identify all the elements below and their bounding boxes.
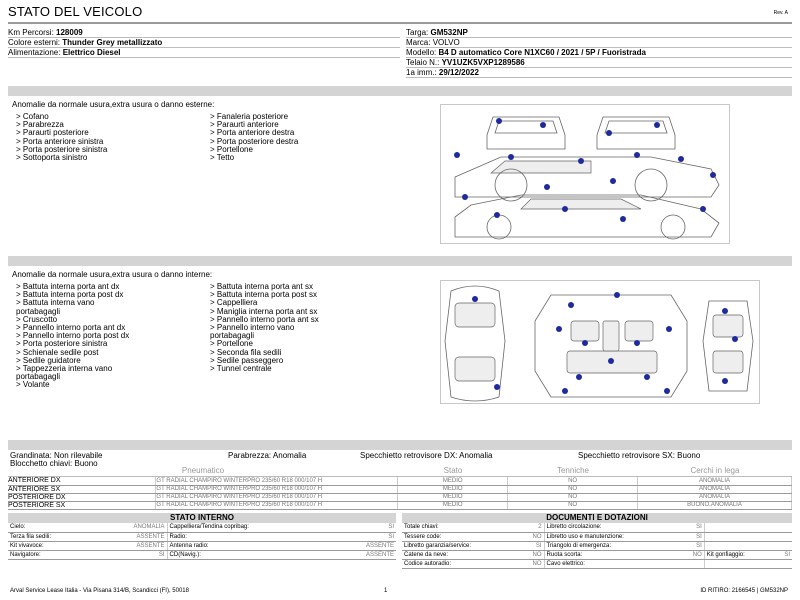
section-divider-bar <box>8 440 792 450</box>
table-row: POSTERIORE DX GT RADIAL CHAMPIRO WINTERPRO 235/60 R18 000/107 H MEDIO NO ANOMALIA <box>8 493 792 501</box>
documents-panel <box>402 513 792 569</box>
interior-list-col2 <box>210 283 319 373</box>
interior-car-diagram <box>440 280 760 404</box>
table-row: Totale chiavi: 2 Libretto circolazione: SI <box>402 523 792 532</box>
exterior-item: > Fanaleria posteriore <box>210 112 289 121</box>
car-wheel <box>635 169 667 201</box>
interior-item: > Maniglia interna porta ant sx <box>210 306 318 316</box>
key-block-status: Blocchetto chiavi: Buono <box>10 459 98 468</box>
table-row: Catene da neve: NO Ruota scorta: NO Kit gonfiaggio: SI <box>404 551 790 558</box>
car-roof-panel <box>455 357 495 381</box>
damage-marker <box>722 308 728 314</box>
car-trunk-panel <box>713 315 743 337</box>
interior-item: > Porta posteriore sinistra <box>16 339 108 349</box>
title-divider <box>8 22 792 24</box>
interior-item: > Tunnel centrale <box>210 364 272 374</box>
exterior-car-diagram <box>440 104 730 244</box>
interior-item: > Battuta interna porta ant dx <box>16 282 120 291</box>
car-side-top-window <box>491 161 591 173</box>
damage-marker <box>666 326 672 332</box>
car-trunk-panel <box>713 351 743 373</box>
color-row: Colore esterni: Thunder Grey metallizzato <box>8 38 400 48</box>
exterior-item: > Paraurti anteriore <box>210 120 279 130</box>
tyres-rows <box>8 477 792 510</box>
exterior-heading: Anomalie da normale usura,extra usura o danno esterne: <box>12 100 215 109</box>
damage-marker <box>732 336 738 342</box>
interior-item: > Pannello interno vano <box>210 323 295 333</box>
car-wheel <box>661 215 685 239</box>
car-front-windshield <box>495 121 557 133</box>
damage-marker <box>496 118 502 124</box>
vehicle-info-left <box>8 28 400 58</box>
interior-item: > Schienale sedile post <box>16 347 99 357</box>
documents-table <box>402 523 792 569</box>
damage-marker <box>634 340 640 346</box>
internal-state-table <box>8 523 396 560</box>
car-wheel <box>495 169 527 201</box>
brand-row: Marca: VOLVO <box>406 38 792 48</box>
exterior-item: > Tetto <box>210 153 235 163</box>
interior-item: > Sedile passeggero <box>210 355 284 365</box>
interior-item: > Pannello interno porta post dx <box>16 331 130 341</box>
interior-item: > Sedile guidatore <box>16 355 81 365</box>
col-stato: Stato <box>398 466 508 476</box>
front-seat <box>625 321 653 341</box>
windshield-status: Parabrezza: Anomalia <box>228 451 307 460</box>
interior-item: > Battuta interna porta ant sx <box>210 282 313 291</box>
table-row: Tessere code: NO Libretto uso e manutenzione: SI <box>402 532 792 541</box>
model-row: Modello: B4 D automatico Core N1XC60 / 2021 / 5P / Fuoristrada <box>406 48 792 58</box>
interior-item: > Battuta interna porta post sx <box>210 290 317 300</box>
table-row: Libretto garanzia/service: SI Triangolo di emergenza: SI <box>402 541 792 550</box>
damage-marker <box>462 194 468 200</box>
damage-marker <box>700 206 706 212</box>
hail-status: Grandinata: Non rilevabile <box>10 451 103 460</box>
km-row: Km Percorsi: 128009 <box>8 28 400 38</box>
section-divider-bar <box>8 86 792 96</box>
interior-item: > Pannello interno porta ant dx <box>16 323 126 333</box>
interior-item: portabagagli <box>16 372 61 382</box>
interior-item: > Battuta interna porta post dx <box>16 290 124 300</box>
center-tunnel <box>603 321 619 351</box>
table-row: Codice autoradio: NO Cavo elettrico: <box>402 559 792 568</box>
vehicle-info-right <box>406 28 792 78</box>
col-pneumatico: Pneumatico <box>8 466 398 476</box>
footer-reference: ID RITIRO: 2166545 | GM532NP <box>700 588 788 594</box>
damage-marker <box>614 292 620 298</box>
interior-list-col1 <box>16 283 129 390</box>
damage-marker <box>540 122 546 128</box>
damage-marker <box>454 152 460 158</box>
damage-marker <box>606 130 612 136</box>
table-row: Cielo: ANOMALIA Cappelliera/Tendina copribag: SI <box>10 524 394 531</box>
mirror-left-status: Specchietto retrovisore SX: Buono <box>578 451 701 460</box>
table-row: ANTERIORE DX GT RADIAL CHAMPIRO WINTERPRO 235/60 R18 000/107 H MEDIO NO ANOMALIA <box>8 477 792 485</box>
col-cerchi: Cerchi in lega <box>638 466 792 476</box>
damage-marker <box>710 172 716 178</box>
damage-marker <box>544 184 550 190</box>
interior-item: > Cappelliera <box>210 298 258 308</box>
interior-item: > Portellone <box>210 339 253 349</box>
damage-marker <box>620 216 626 222</box>
exterior-item: > Portellone <box>210 144 253 154</box>
damage-marker <box>494 384 500 390</box>
damage-marker <box>562 388 568 394</box>
interior-item: > Cruscotto <box>16 314 58 324</box>
car-side-bottom-window <box>521 199 641 209</box>
damage-marker <box>494 212 500 218</box>
front-seat <box>571 321 599 341</box>
page-title: STATO DEL VEICOLO <box>8 4 143 19</box>
table-row: ANTERIORE SX GT RADIAL CHAMPIRO WINTERPRO 235/60 R18 000/107 H MEDIO NO ANOMALIA <box>8 485 792 493</box>
damage-marker <box>608 358 614 364</box>
table-row: Navigatore: SI CD(Navig.): ASSENTE <box>10 551 394 558</box>
table-row: POSTERIORE SX GT RADIAL CHAMPIRO WINTERPRO 235/60 R18 000/107 H MEDIO NO BUONO,ANOMALIA <box>8 501 792 509</box>
interior-item: > Seconda fila sedili <box>210 347 282 357</box>
internal-state-panel <box>8 513 396 560</box>
mirror-right-status: Specchietto retrovisore DX: Anomalia <box>360 451 493 460</box>
table-row: Kit vivavoce: ASSENTE Antenna radio: ASSENTE <box>10 542 394 549</box>
damage-marker <box>472 296 478 302</box>
car-rear-topdown-outline <box>703 301 753 391</box>
exterior-item: > Porta posteriore destra <box>210 136 299 146</box>
exterior-item: > Porta anteriore sinistra <box>16 136 104 146</box>
damage-marker <box>664 388 670 394</box>
damage-marker <box>508 154 514 160</box>
damage-marker <box>654 122 660 128</box>
damage-marker <box>562 206 568 212</box>
chassis-row: Telaio N.: YV1UZK5VXP1289586 <box>406 58 792 68</box>
damage-marker <box>576 374 582 380</box>
footer-company: Arval Service Lease Italia - Via Pisana 314/B, Scandicci (FI), 50018 <box>10 588 189 594</box>
plate-row: Targa: GM532NP <box>406 28 792 38</box>
damage-marker <box>678 156 684 162</box>
car-roof-panel <box>455 303 495 327</box>
internal-state-title: STATO INTERNO <box>8 513 396 523</box>
exterior-item: > Porta anteriore destra <box>210 128 295 138</box>
exterior-list-col1 <box>16 113 107 162</box>
registration-row: 1a imm.: 29/12/2022 <box>406 68 792 78</box>
interior-item: > Pannello interno porta ant sx <box>210 314 319 324</box>
exterior-item: > Cofano <box>16 112 49 121</box>
interior-heading: Anomalie da normale usura,extra usura o danno interne: <box>12 270 213 279</box>
damage-marker <box>582 340 588 346</box>
car-wheel <box>487 215 511 239</box>
interior-item: > Tappezzeria interna vano <box>16 364 113 374</box>
exterior-item: > Sottoporta sinistro <box>16 153 88 163</box>
damage-marker <box>644 374 650 380</box>
damage-marker <box>568 302 574 308</box>
damage-marker <box>610 178 616 184</box>
damage-marker <box>634 152 640 158</box>
interior-item: > Volante <box>16 380 50 390</box>
exterior-item: > Parabrezza <box>16 120 64 130</box>
damage-marker <box>578 158 584 164</box>
interior-item: portabagagli <box>16 306 61 316</box>
interior-item: > Battuta interna vano <box>16 298 95 308</box>
tyres-header-row <box>8 466 792 476</box>
tyres-table <box>8 466 792 477</box>
exterior-item: > Porta posteriore sinistra <box>16 144 108 154</box>
damage-marker <box>556 326 562 332</box>
fuel-row: Alimentazione: Elettrico Diesel <box>8 48 400 58</box>
exterior-item: > Paraurti posteriore <box>16 128 89 138</box>
table-row: Terza fila sedili: ASSENTE Radio: SI <box>10 533 394 540</box>
interior-item: portabagagli <box>210 331 255 341</box>
footer-page-number: 1 <box>384 588 388 594</box>
exterior-list-col2 <box>210 113 298 162</box>
damage-marker <box>722 378 728 384</box>
documents-title: DOCUMENTI E DOTAZIONI <box>402 513 792 523</box>
col-tecniche: Tenniche <box>508 466 638 476</box>
section-divider-bar <box>8 256 792 266</box>
revision-label: Rev. A <box>773 10 788 16</box>
